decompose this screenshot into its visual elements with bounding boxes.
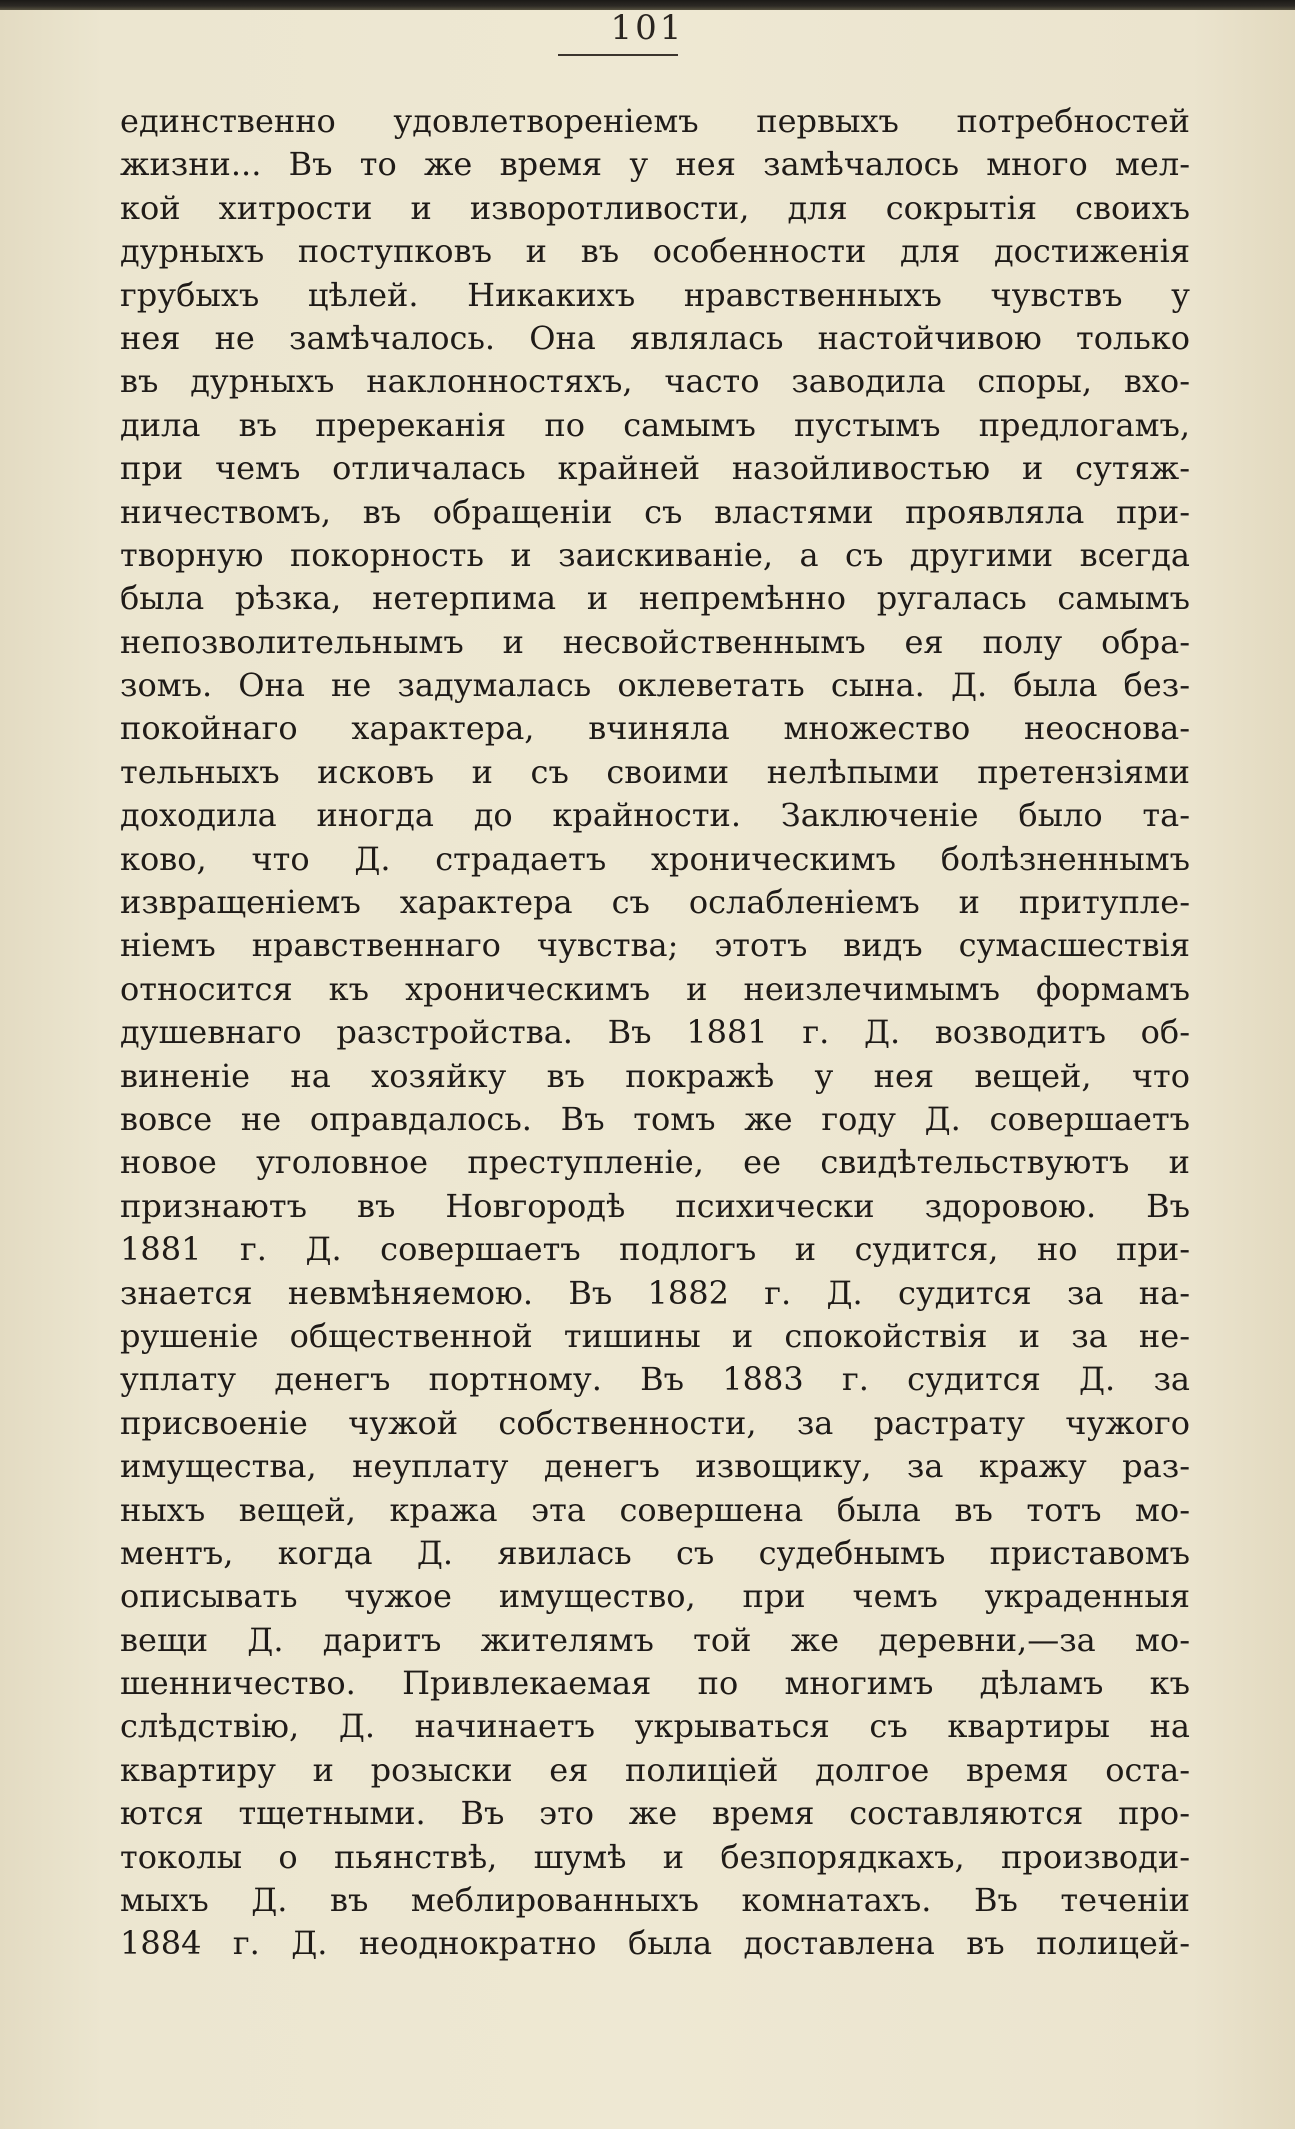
text-line: была рѣзка, нетерпима и непремѣнно ругалась самымъ — [120, 579, 1190, 618]
text-line: покойнаго характера, вчиняла множество неоснова- — [120, 709, 1190, 748]
text-line: зомъ. Она не задумалась оклеветать сына. Д. была без- — [120, 666, 1190, 705]
page-number: 101 — [610, 8, 685, 48]
text-line: токолы о пьянствѣ, шумѣ и безпорядкахъ, производи- — [120, 1837, 1190, 1876]
text-line: тельныхъ исковъ и съ своими нелѣпыми претензiями — [120, 752, 1190, 791]
text-line: имущества, неуплату денегъ извощику, за кражу раз- — [120, 1447, 1190, 1486]
text-line: дурныхъ поступковъ и въ особенности для достиженiя — [120, 232, 1190, 271]
text-line: грубыхъ цѣлей. Никакихъ нравственныхъ чувствъ у — [120, 275, 1190, 314]
text-line: мыхъ Д. въ меблированныхъ комнатахъ. Въ теченiи — [120, 1881, 1190, 1920]
text-line: 1881 г. Д. совершаетъ подлогъ и судится, но при- — [120, 1230, 1190, 1269]
text-line: шенничество. Привлекаемая по многимъ дѣламъ къ — [120, 1664, 1190, 1703]
header-rule — [558, 54, 678, 56]
text-line: квартиру и розыски ея полицiей долгое время оста- — [120, 1750, 1190, 1789]
text-line: вовсе не оправдалось. Въ томъ же году Д. совершаетъ — [120, 1099, 1190, 1138]
text-line: относится къ хроническимъ и неизлечимымъ формамъ — [120, 969, 1190, 1008]
text-line: въ дурныхъ наклонностяхъ, часто заводила споры, вхо- — [120, 362, 1190, 401]
text-line: дила въ пререканiя по самымъ пустымъ предлогамъ, — [120, 405, 1190, 444]
text-line: ныхъ вещей, кража эта совершена была въ тотъ мо- — [120, 1490, 1190, 1529]
text-line: кой хитрости и изворотливости, для сокрытiя своихъ — [120, 188, 1190, 227]
text-line: новое уголовное преступленiе, ее свидѣтельствуютъ и — [120, 1143, 1190, 1182]
text-line: единственно удовлетворенiемъ первыхъ потребностей — [120, 102, 1190, 140]
text-line: уплату денегъ портному. Въ 1883 г. судится Д. за — [120, 1360, 1190, 1399]
text-line: доходила иногда до крайности. Заключенiе было та- — [120, 796, 1190, 835]
text-line: нея не замѣчалось. Она являлась настойчивою только — [120, 318, 1190, 357]
text-line: непозволительнымъ и несвойственнымъ ея полу обра- — [120, 622, 1190, 661]
text-line: признаютъ въ Новгородѣ психически здоровою. Въ — [120, 1186, 1190, 1225]
text-line: ментъ, когда Д. явилась съ судебнымъ приставомъ — [120, 1533, 1190, 1572]
text-line: творную покорность и заискиванiе, а съ другими всегда — [120, 535, 1190, 574]
text-line: слѣдствiю, Д. начинаетъ укрываться съ квартиры на — [120, 1707, 1190, 1746]
text-line: нiемъ нравственнаго чувства; этотъ видъ сумасшествiя — [120, 926, 1190, 965]
text-line: знается невмѣняемою. Въ 1882 г. Д. судится за на- — [120, 1273, 1190, 1312]
text-line: присвоенiе чужой собственности, за растрату чужого — [120, 1403, 1190, 1442]
text-line: извращенiемъ характера съ ослабленiемъ и притупле- — [120, 883, 1190, 922]
text-line: описывать чужое имущество, при чемъ украденныя — [120, 1577, 1190, 1616]
text-line: 1884 г. Д. неоднократно была доставлена въ полицей- — [120, 1924, 1190, 1963]
text-line: вещи Д. даритъ жителямъ той же деревни,—за мо- — [120, 1620, 1190, 1659]
text-line: виненiе на хозяйку въ покражѣ у нея вещей, что — [120, 1056, 1190, 1095]
text-line: ются тщетными. Въ это же время составляются про- — [120, 1794, 1190, 1833]
text-line: душевнаго разстройства. Въ 1881 г. Д. возводитъ об- — [120, 1013, 1190, 1052]
body-text — [120, 100, 1190, 1966]
text-line: при чемъ отличалась крайней назойливостью и сутяж- — [120, 449, 1190, 488]
text-line: жизни... Въ то же время у нея замѣчалось много мел- — [120, 145, 1190, 184]
text-line: рушенiе общественной тишины и спокойствiя и за не- — [120, 1316, 1190, 1355]
text-line: ково, что Д. страдаетъ хроническимъ болѣзненнымъ — [120, 839, 1190, 878]
text-line: ничествомъ, въ обращенiи съ властями проявляла при- — [120, 492, 1190, 531]
